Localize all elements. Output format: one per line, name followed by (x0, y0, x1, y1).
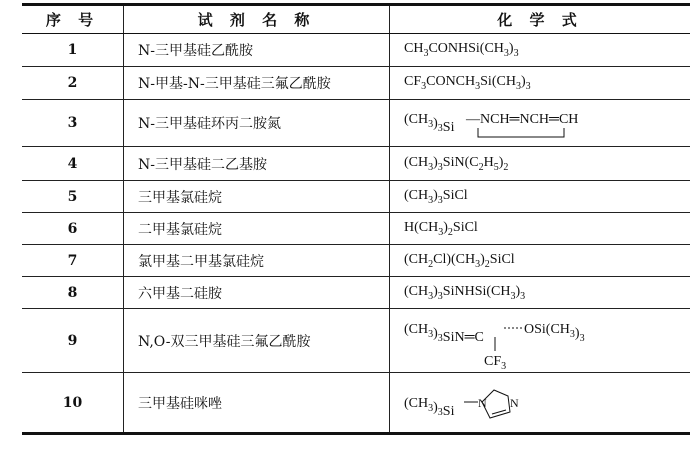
row-no: 6 (22, 213, 124, 244)
row-no: 3 (22, 100, 124, 146)
table-row (22, 100, 690, 147)
structure-formula-10 (404, 374, 664, 432)
formula-text: $H(CH_3)_2SiCl$ (404, 219, 478, 238)
formula-text: $CH_3CONHSi(CH_3)_3$ (404, 41, 519, 59)
table-row (22, 181, 690, 213)
formula-left: $(CH_3)_3Si$ (404, 112, 455, 135)
row-formula-structure (390, 100, 690, 146)
ring-nitrogen-2: N (510, 395, 519, 410)
row-no: 8 (22, 277, 124, 308)
row-name: N,O-双三甲基硅三氟乙酰胺 (124, 309, 390, 372)
row-name: 三甲基硅咪唑 (124, 373, 390, 432)
structure-formula-3 (404, 101, 664, 145)
row-name: 氯甲基二甲基氯硅烷 (124, 245, 390, 276)
table-row (22, 245, 690, 277)
row-name: 三甲基氯硅烷 (124, 181, 390, 212)
table-row (22, 213, 690, 245)
formula-text: $(CH_3)_3SiN(C_2H_5)_2$ (404, 154, 509, 173)
table-row (22, 373, 690, 435)
formula-right: $OSi(CH_3)_3$ (524, 321, 585, 344)
row-no: 9 (22, 309, 124, 372)
row-name: N-三甲基硅二乙基胺 (124, 147, 390, 180)
table-row (22, 309, 690, 373)
row-formula (390, 147, 690, 180)
table-row (22, 277, 690, 309)
row-formula (390, 245, 690, 276)
row-formula (390, 213, 690, 244)
header-no: 序 号 (22, 6, 124, 33)
row-no: 5 (22, 181, 124, 212)
row-name: N-甲基-N-三甲基硅三氟乙酰胺 (124, 67, 390, 99)
formula-text: $CF_3CONCH_3Si(CH_3)_3$ (404, 74, 531, 92)
formula-text: $(CH_2Cl)(CH_3)_2SiCl$ (404, 251, 515, 270)
row-formula (390, 181, 690, 212)
row-formula (390, 67, 690, 99)
row-name: N-三甲基硅乙酰胺 (124, 34, 390, 66)
ring-nitrogen-1: N (478, 395, 487, 410)
table-row (22, 147, 690, 181)
table-row (22, 34, 690, 67)
row-no: 4 (22, 147, 124, 180)
row-no: 1 (22, 34, 124, 66)
formula-text: $(CH_3)_3SiNHSi(CH_3)_3$ (404, 283, 526, 302)
table-row (22, 67, 690, 100)
row-formula-structure (390, 309, 690, 372)
formula-sub: $CF_3$ (484, 353, 507, 371)
row-name: N-三甲基硅环丙二胺氮 (124, 100, 390, 146)
row-formula-structure (390, 373, 690, 432)
row-name: 二甲基氯硅烷 (124, 213, 390, 244)
header-formula: 化 学 式 (497, 11, 583, 29)
formula-text: $(CH_3)_3SiCl$ (404, 187, 468, 206)
row-formula (390, 277, 690, 308)
row-name: 六甲基二硅胺 (124, 277, 390, 308)
row-no: 10 (22, 373, 124, 432)
formula-left: $(CH_3)_3SiN═C$ (404, 321, 484, 345)
ring-bond (478, 128, 564, 137)
row-formula (390, 34, 690, 66)
structure-formula-9 (404, 311, 664, 371)
header-name: 试 剂 名 称 (124, 6, 390, 33)
row-no: 2 (22, 67, 124, 99)
formula-left: $(CH_3)_3Si$ (404, 395, 455, 419)
reagent-table (22, 3, 690, 435)
row-no: 7 (22, 245, 124, 276)
formula-chain: —NCH═NCH═CH (466, 112, 579, 127)
table-header (22, 3, 690, 34)
